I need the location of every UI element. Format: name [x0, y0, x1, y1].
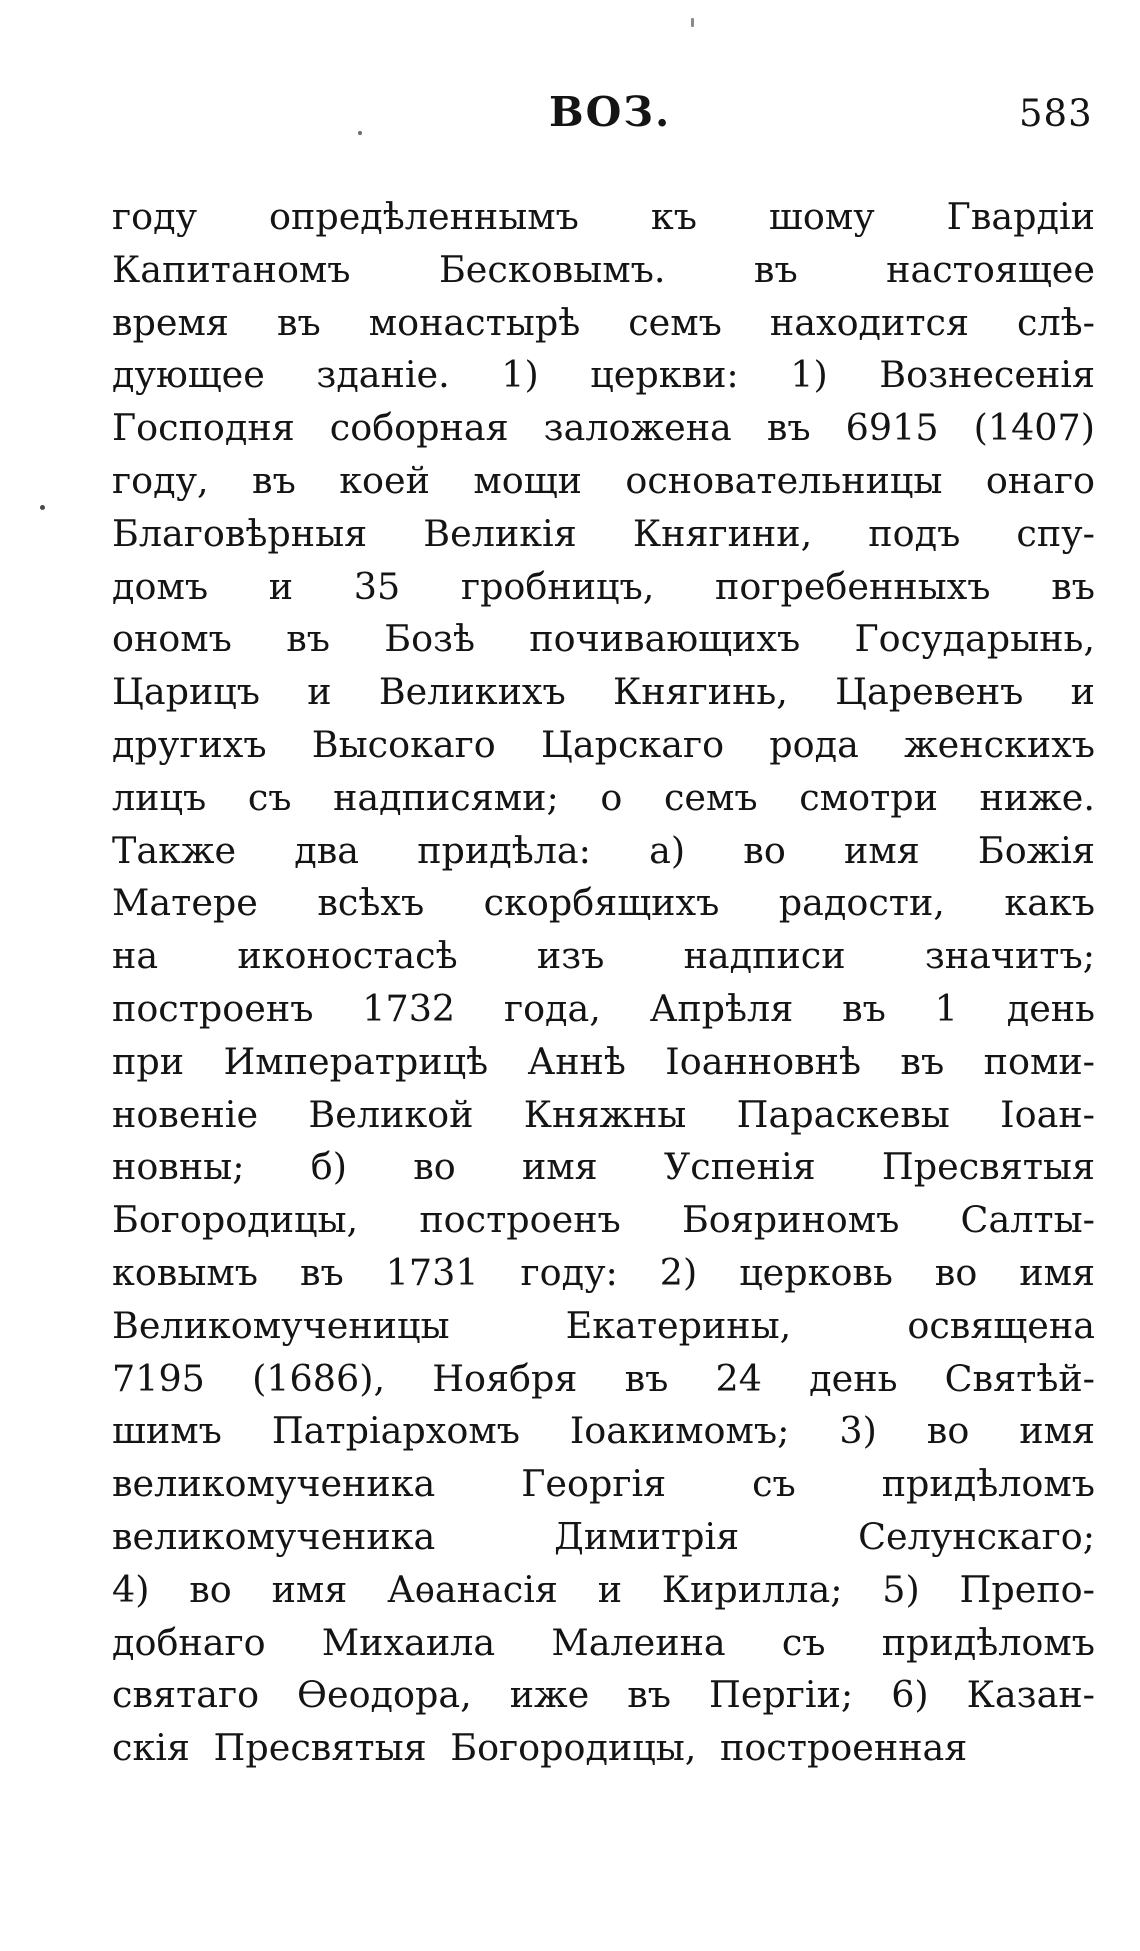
- text-line: дующее зданіе. 1) церкви: 1) Вознесенія: [112, 353, 1095, 397]
- text-line: Богородицы, построенъ Бояриномъ Салты-: [112, 1198, 1095, 1242]
- ink-speck: [40, 505, 45, 510]
- running-head: [0, 88, 1140, 148]
- text-line: святаго Ѳеодора, иже въ Пергіи; 6) Казан-: [112, 1673, 1095, 1717]
- text-line: великомученика Димитрія Селунскаго;: [112, 1514, 1095, 1558]
- text-line: году опредѣленнымъ къ шому Гвардіи: [112, 195, 1095, 238]
- ink-speck: [691, 18, 694, 27]
- text-line: ковымъ въ 1731 году: 2) церковь во имя: [112, 1250, 1095, 1294]
- ink-speck: [358, 131, 362, 135]
- text-line: при Императрицѣ Аннѣ Іоанновнѣ въ поми-: [112, 1039, 1095, 1083]
- text-line: добнаго Михаила Малеина съ придѣломъ: [112, 1620, 1095, 1664]
- text-line: Благовѣрныя Великія Княгини, подъ спу-: [112, 511, 1095, 555]
- text-line: 4) во имя Аѳанасія и Кирилла; 5) Препо-: [112, 1567, 1095, 1611]
- text-line: лицъ съ надписями; о семъ смотри ниже.: [112, 775, 1095, 819]
- text-line: Великомученицы Екатерины, освящена: [112, 1303, 1095, 1347]
- text-line: время въ монастырѣ семъ находится слѣ-: [112, 300, 1095, 344]
- text-line: новеніе Великой Княжны Параскевы Іоан-: [112, 1092, 1095, 1136]
- text-line: великомученика Георгія съ придѣломъ: [112, 1462, 1095, 1506]
- text-line: шимъ Патріархомъ Іоакимомъ; 3) во имя: [112, 1409, 1095, 1453]
- text-line: году, въ коей мощи основательницы онаго: [112, 458, 1095, 502]
- text-line: построенъ 1732 года, Апрѣля въ 1 день: [112, 986, 1095, 1030]
- body-text: [112, 191, 1095, 1775]
- text-line: 7195 (1686), Ноября въ 24 день Святѣй-: [112, 1356, 1095, 1400]
- text-line: Также два придѣла: а) во имя Божія: [112, 828, 1095, 872]
- text-line: новны; б) во имя Успенія Пресвятыя: [112, 1145, 1095, 1189]
- text-line: на иконостасѣ изъ надписи значитъ;: [112, 934, 1095, 978]
- running-title: ВОЗ.: [549, 88, 672, 136]
- text-line: Господня соборная заложена въ 6915 (1407): [112, 406, 1095, 450]
- text-line: другихъ Высокаго Царскаго рода женскихъ: [112, 722, 1095, 766]
- text-line: скія Пресвятыя Богородицы, построенная: [112, 1726, 968, 1770]
- text-line: ономъ въ Бозѣ почивающихъ Государынь,: [112, 617, 1095, 661]
- text-line: Царицъ и Великихъ Княгинь, Царевенъ и: [112, 670, 1095, 714]
- text-line: Капитаномъ Бесковымъ. въ настоящее: [112, 247, 1095, 291]
- page-number: 583: [1019, 92, 1093, 135]
- text-line: Матере всѣхъ скорбящихъ радости, какъ: [112, 881, 1095, 925]
- text-line: домъ и 35 гробницъ, погребенныхъ въ: [112, 564, 1095, 608]
